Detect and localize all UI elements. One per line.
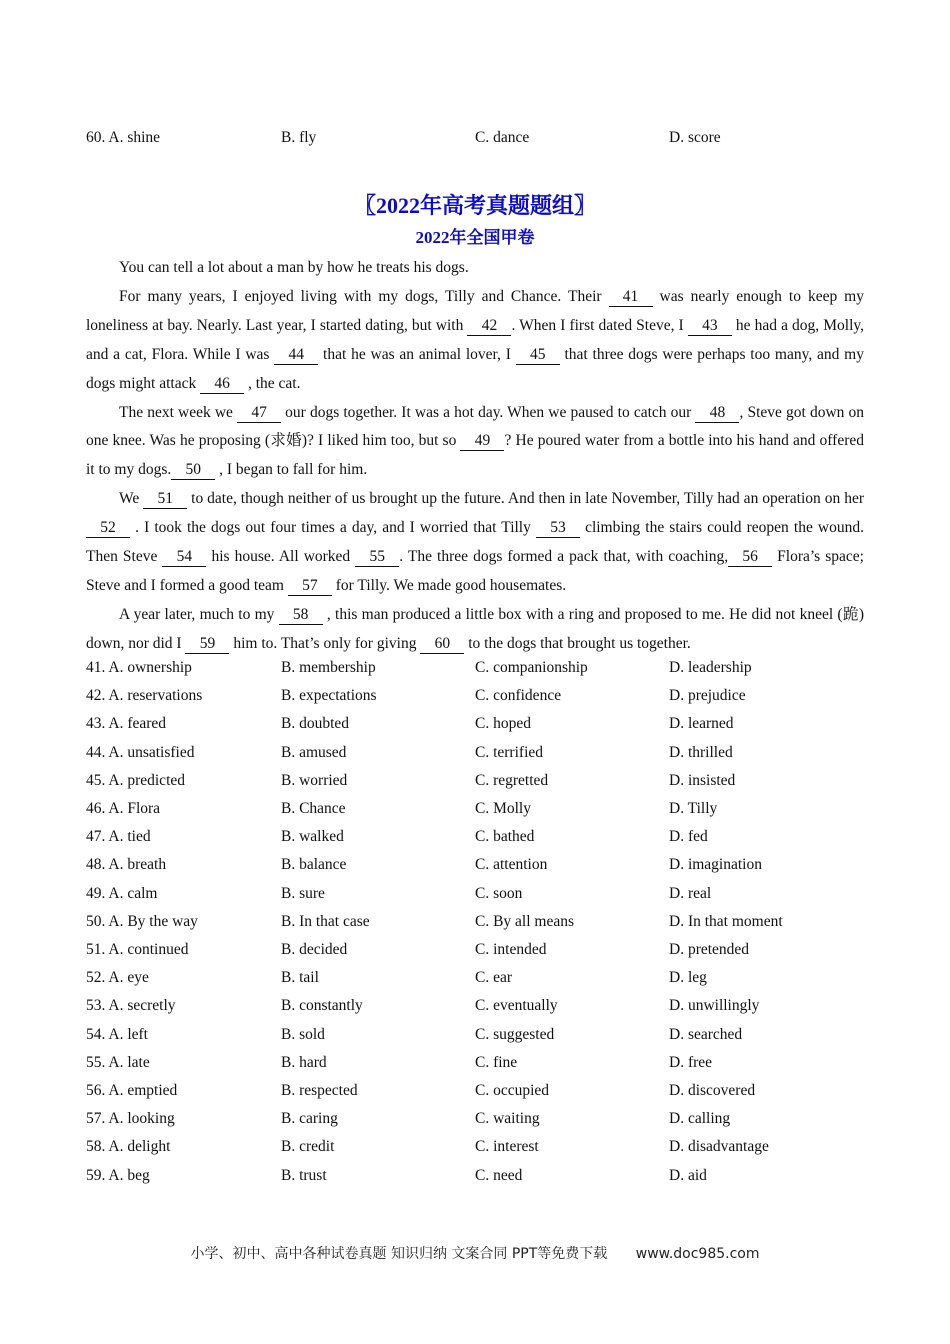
blank-42: 42 [467,317,511,336]
passage-paragraph: We 51 to date, though neither of us brought up the future. And then in late November, Tilly had an operation on her 52 . I took the dogs out four times a day, and I worried that Tilly 53 climbing the stairs could reopen the wound. Then Steve 54 his house. All worked 55 . The three dogs formed a pack that, with coaching, 56 Flora’s space; Steve and I formed a good team 57 for Tilly. We made good housemates. [86,490,865,594]
blank-44: 44 [274,346,318,365]
option-c: C. bathed [475,828,535,846]
option-b: B. In that case [281,912,370,930]
option-row [86,1136,886,1158]
option-c: C. attention [475,856,548,874]
option-a: 56. A. emptied [86,1082,178,1099]
option-a: 45. A. predicted [86,771,186,789]
option-c: C. hoped [475,715,531,733]
option-d: D. Tilly [669,800,718,817]
option-a: 59. A. beg [86,1166,150,1184]
blank-43: 43 [688,317,732,336]
option-row [86,1165,886,1187]
option-row [86,967,886,989]
option-d: D. score [669,129,721,146]
option-row [86,911,886,933]
section-title: 〖2022年高考真题题组〗 [353,193,596,218]
blank-57: 57 [288,577,332,596]
option-c: C. soon [475,884,523,902]
option-a: 57. A. looking [86,1110,175,1128]
option-b: B. credit [281,1138,335,1156]
blank-58: 58 [279,606,323,625]
blank-49: 49 [460,432,504,451]
option-b: B. sure [281,884,325,902]
option-b: B. respected [281,1082,358,1099]
option-b: B. amused [281,743,347,761]
option-c: C. By all means [475,912,575,930]
option-row [86,939,886,961]
option-d: D. fed [669,828,708,846]
option-c: C. ear [475,969,513,987]
option-row [86,1024,886,1046]
option-b: B. tail [281,969,319,987]
option-b: B. Chance [281,800,346,817]
option-c: C. suggested [475,1025,555,1043]
option-d: D. calling [669,1110,731,1128]
option-d: D. searched [669,1025,743,1043]
footer-url: www.doc985.com [635,1246,760,1262]
option-row [86,657,886,679]
option-row [86,685,886,707]
option-d: D. aid [669,1166,707,1184]
option-b: B. expectations [281,687,377,705]
option-a: 53. A. secretly [86,997,176,1015]
blank-51: 51 [143,490,187,509]
option-c: C. waiting [475,1110,540,1128]
option-a: 60. A. shine [86,129,161,146]
footer-text: 小学、初中、高中各种试卷真题 知识归纳 文案合同 PPT等免费下载 [190,1246,608,1262]
passage-paragraph: A year later, much to my 58 , this man produced a little box with a ring and proposed to me. He did not kneel (跪) down, nor did I 59 him to. That’s only for giving 60 to the dogs that brought us together. [86,605,864,652]
option-d: D. disadvantage [669,1138,769,1156]
option-row [86,854,886,876]
option-a: 47. A. tied [86,828,151,846]
blank-52: 52 [86,519,130,538]
option-b: B. constantly [281,997,363,1015]
option-c: C. eventually [475,997,558,1015]
option-a: 55. A. late [86,1053,150,1071]
option-c: C. fine [475,1053,518,1071]
option-c: C. regretted [475,771,549,789]
option-row [86,883,886,905]
option-row [86,1080,886,1102]
option-b: B. membership [281,659,376,676]
option-row [86,742,886,764]
option-a: 49. A. calm [86,884,158,902]
option-d: D. thrilled [669,743,733,761]
blank-47: 47 [237,404,281,423]
option-a: 44. A. unsatisfied [86,743,195,761]
option-d: D. learned [669,715,734,733]
option-b: B. fly [281,129,317,146]
option-d: D. free [669,1053,713,1071]
section-subtitle: 2022年全国甲卷 [415,228,535,247]
option-d: D. leadership [669,659,752,676]
option-a: 43. A. feared [86,715,167,733]
option-a: 51. A. continued [86,941,189,958]
footer [0,1243,950,1263]
option-row [86,1108,886,1130]
option-row [86,770,886,792]
question-60-options [86,127,886,149]
option-row [86,995,886,1017]
blank-45: 45 [516,346,560,365]
option-row [86,798,886,820]
option-d: D. imagination [669,856,762,874]
passage-paragraph: You can tell a lot about a man by how he treats his dogs. [119,259,469,276]
option-a: 54. A. left [86,1025,148,1043]
blank-56: 56 [728,548,772,567]
blank-50: 50 [171,461,215,480]
option-a: 58. A. delight [86,1138,171,1156]
option-b: B. worried [281,771,348,789]
option-d: D. leg [669,969,707,987]
blank-41: 41 [609,288,653,307]
option-d: D. prejudice [669,687,746,705]
option-d: D. unwillingly [669,997,760,1015]
option-c: C. terrified [475,743,544,761]
blank-54: 54 [162,548,206,567]
option-row [86,713,886,735]
passage-paragraph: The next week we 47 our dogs together. It was a hot day. When we paused to catch our 48 , Steve got down on one knee. Was he proposing (求婚)? I liked him too, but so 49 ? He poured water from a bottle into his hand and offered it to my dogs. 50 , I began to fall for him. [86,403,865,479]
option-a: 42. A. reservations [86,687,203,705]
blank-59: 59 [185,635,229,654]
option-c: C. dance [475,129,530,146]
option-c: C. need [475,1166,523,1184]
option-a: 46. A. Flora [86,800,161,817]
option-d: D. discovered [669,1082,756,1099]
option-a: 52. A. eye [86,969,149,987]
option-b: B. balance [281,856,347,874]
option-b: B. trust [281,1166,327,1184]
option-d: D. In that moment [669,912,783,930]
option-c: C. companionship [475,659,588,676]
option-d: D. insisted [669,771,736,789]
option-b: B. caring [281,1110,338,1128]
option-row [86,826,886,848]
option-c: C. Molly [475,800,531,817]
option-a: 48. A. breath [86,856,167,874]
blank-60: 60 [420,635,464,654]
option-c: C. occupied [475,1082,550,1099]
blank-55: 55 [355,548,399,567]
option-d: D. pretended [669,941,750,958]
cloze-passage [86,254,864,659]
option-c: C. confidence [475,687,562,705]
option-b: B. decided [281,941,348,958]
option-c: C. interest [475,1138,539,1156]
option-d: D. real [669,884,712,902]
blank-48: 48 [695,404,739,423]
blank-46: 46 [200,375,244,394]
blank-53: 53 [536,519,580,538]
passage-paragraph: For many years, I enjoyed living with my dogs, Tilly and Chance. Their 41 was nearly enough to keep my loneliness at bay. Nearly. Last year, I started dating, but with 42 . When I first dated Steve, I 43 he had a dog, Molly, and a cat, Flora. While I was 44 that he was an animal lover, I 45 that three dogs were perhaps too many, and my dogs might attack 46 , the cat. [86,287,865,392]
option-a: 50. A. By the way [86,912,198,930]
option-c: C. intended [475,941,547,958]
option-b: B. hard [281,1053,327,1071]
option-b: B. doubted [281,715,350,733]
option-a: 41. A. ownership [86,659,192,676]
option-row [86,1052,886,1074]
option-b: B. sold [281,1025,325,1043]
option-b: B. walked [281,828,344,846]
